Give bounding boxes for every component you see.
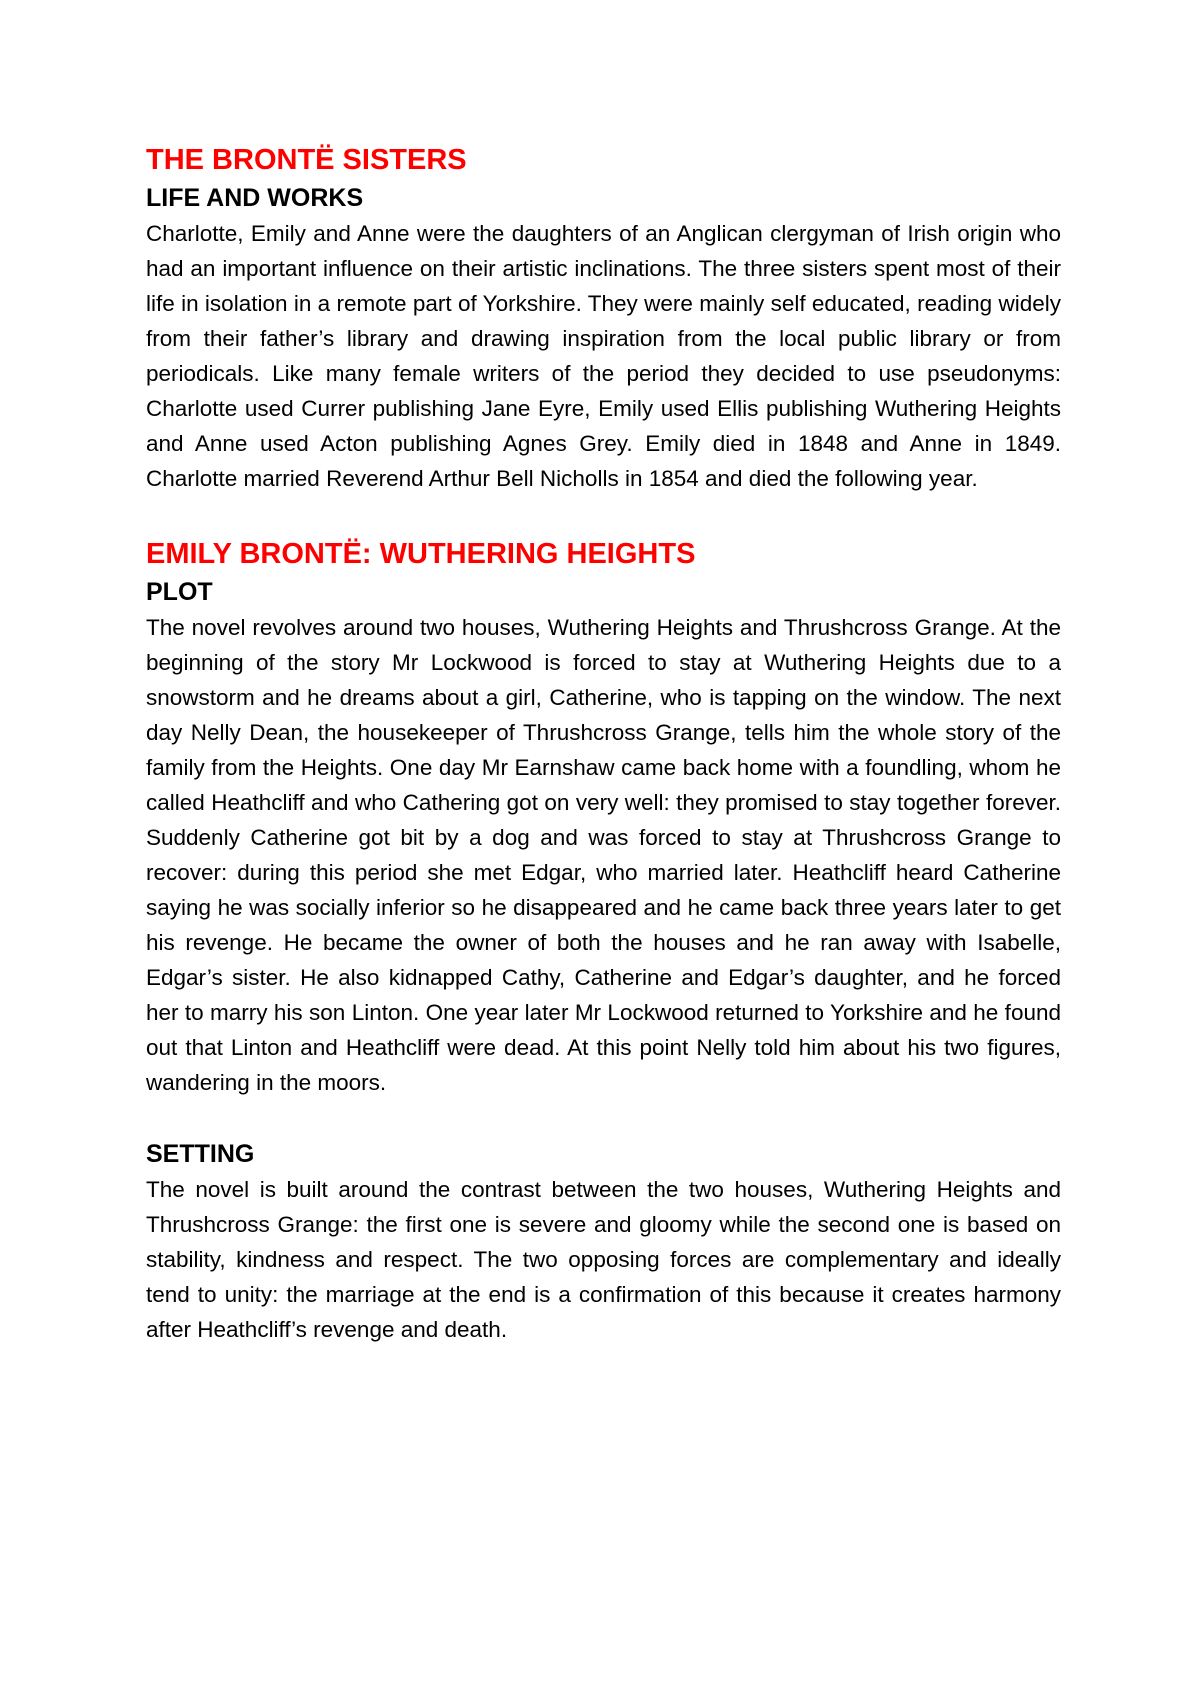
document-page xyxy=(146,140,1061,1347)
spacer xyxy=(146,1100,1061,1136)
paragraph-plot: The novel revolves around two houses, Wuthering Heights and Thrushcross Grange. At the beginning of the story Mr Lockwood is forced to stay at Wuthering Heights due to a snowstorm and he dreams about a girl, Catherine, who is tapping on the window. The next day Nelly Dean, the housekeeper of Thrushcross Grange, tells him the whole story of the family from the Heights. One day Mr Earnshaw came back home with a foundling, whom he called Heathcliff and who Cathering got on very well: they promised to stay together forever. Suddenly Catherine got bit by a dog and was forced to stay at Thrushcross Grange to recover: during this period she met Edgar, who married later. Heathcliff heard Catherine saying he was socially inferior so he disappeared and he came back three years later to get his revenge. He became the owner of both the houses and he ran away with Isabelle, Edgar’s sister. He also kidnapped Cathy, Catherine and Edgar’s daughter, and he forced her to marry his son Linton. One year later Mr Lockwood returned to Yorkshire and he found out that Linton and Heathcliff were dead. At this point Nelly told him about his two figures, wandering in the moors. xyxy=(146,615,1061,1095)
section-wuthering-heights xyxy=(146,534,1061,1347)
section-title: THE BRONTË SISTERS xyxy=(146,144,467,176)
paragraph-life-and-works: Charlotte, Emily and Anne were the daughters of an Anglican clergyman of Irish origin who had an important influence on their artistic inclinations. The three sisters spent most of their life in isolation in a remote part of Yorkshire. They were mainly self educated, reading widely from their father’s library and drawing inspiration from the local public library or from periodicals. Like many female writers of the period they decided to use pseudonyms: Charlotte used Currer publishing Jane Eyre, Emily used Ellis publishing Wuthering Heights and Anne used Acton publishing Agnes Grey. Emily died in 1848 and Anne in 1849. Charlotte married Reverend Arthur Bell Nicholls in 1854 and died the following year. xyxy=(146,221,1061,491)
section-title: EMILY BRONTË: WUTHERING HEIGHTS xyxy=(146,538,696,570)
section-bronte-sisters xyxy=(146,140,1061,496)
paragraph-setting: The novel is built around the contrast between the two houses, Wuthering Heights and Thrushcross Grange: the first one is severe and gloomy while the second one is based on stability, kindness and respect. The two opposing forces are complementary and ideally tend to unity: the marriage at the end is a confirmation of this because it creates harmony after Heathcliff’s revenge and death. xyxy=(146,1177,1061,1342)
spacer xyxy=(146,496,1061,534)
subheading-setting: SETTING xyxy=(146,1140,255,1168)
subheading-plot: PLOT xyxy=(146,578,213,606)
subheading-life-and-works: LIFE AND WORKS xyxy=(146,184,364,212)
